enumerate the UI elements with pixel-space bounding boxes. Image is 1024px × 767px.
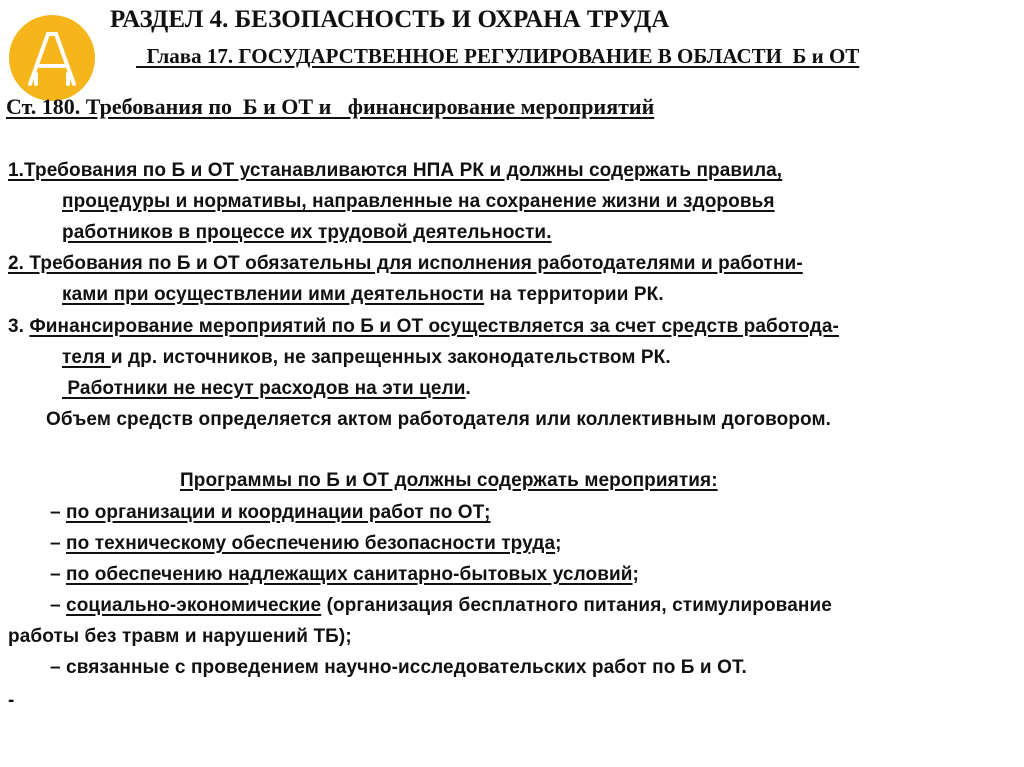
- program-item-2: [50, 533, 562, 555]
- article-title-text: Ст. 180. Требования по Б и ОТ и финансирование мероприятий: [6, 94, 655, 119]
- p3-line3-text: Работники не несут расходов на эти цели: [62, 378, 466, 399]
- item2-dash: –: [50, 533, 67, 554]
- item1-dash: –: [50, 502, 67, 523]
- item4-dash: –: [50, 595, 67, 616]
- item4-line2: работы без травм и нарушений ТБ);: [8, 626, 352, 647]
- item1-text: по организации и координации работ по ОТ;: [66, 502, 491, 523]
- p1-line3-text: работников в процессе их трудовой деятельности.: [62, 222, 552, 243]
- logo-icon: [8, 14, 96, 102]
- p3-line1-text: Финансирование мероприятий по Б и ОТ осуществляется за счет средств работода-: [29, 316, 839, 337]
- p2-line1: [8, 253, 803, 275]
- program-title: [180, 470, 718, 492]
- item2-text: по техническому обеспечению безопасности труда: [66, 533, 556, 554]
- program-item-4: [50, 595, 832, 617]
- program-item-1: [50, 502, 491, 524]
- p1-line2: [62, 191, 775, 213]
- trailing-dash-text: -: [8, 690, 15, 711]
- logo-circle: [9, 15, 95, 101]
- program-item-4-cont: [8, 626, 352, 648]
- item3-text: по обеспечению надлежащих санитарно-бытовых условий: [66, 564, 633, 585]
- program-item-5: [50, 657, 747, 679]
- item4-text: социально-экономические: [66, 595, 322, 616]
- p3-num: 3.: [8, 316, 30, 337]
- p1-line1: [8, 160, 782, 182]
- p2-line2: [62, 284, 664, 306]
- p3-line1: [8, 316, 839, 338]
- p2-line2-underlined: ками при осуществлении ими деятельности: [62, 284, 485, 305]
- p3-line2: [62, 347, 671, 369]
- item3-dash: –: [50, 564, 67, 585]
- trailing-dash: [8, 690, 14, 712]
- chapter-title: Глава 17. ГОСУДАРСТВЕННОЕ РЕГУЛИРОВАНИЕ В ОБЛАСТИ Б и ОТ: [136, 44, 860, 68]
- item5-text: – связанные с проведением научно-исследовательских работ по Б и ОТ.: [50, 657, 747, 678]
- program-item-3: [50, 564, 639, 586]
- p2-line1-text: 2. Требования по Б и ОТ обязательны для исполнения работодателями и работни-: [8, 253, 803, 274]
- item3-end: ;: [632, 564, 639, 585]
- p3-line4: [46, 409, 831, 431]
- item2-end: ;: [555, 533, 562, 554]
- item4-tail: (организация бесплатного питания, стимулирование: [321, 595, 832, 616]
- p3-line3: [62, 378, 471, 400]
- program-title-text: Программы по Б и ОТ должны содержать мероприятия:: [180, 470, 718, 491]
- p3-line4-text: Объем средств определяется актом работодателя или коллективным договором.: [46, 409, 832, 430]
- p1-line3: [62, 222, 552, 244]
- p1-line2-text: процедуры и нормативы, направленные на сохранение жизни и здоровья: [62, 191, 775, 212]
- p3-line2-tail: и др. источников, не запрещенных законодательством РК.: [110, 347, 671, 368]
- p2-line2-tail: на территории РК.: [484, 284, 664, 305]
- section-title: РАЗДЕЛ 4. БЕЗОПАСНОСТЬ И ОХРАНА ТРУДА: [110, 6, 670, 33]
- p1-line1-text: 1.Требования по Б и ОТ устанавливаются НПА РК и должны содержать правила,: [8, 160, 783, 181]
- p3-line2-underlined: теля: [62, 347, 111, 368]
- article-title: [6, 94, 654, 120]
- p3-line3-dot: .: [465, 378, 471, 399]
